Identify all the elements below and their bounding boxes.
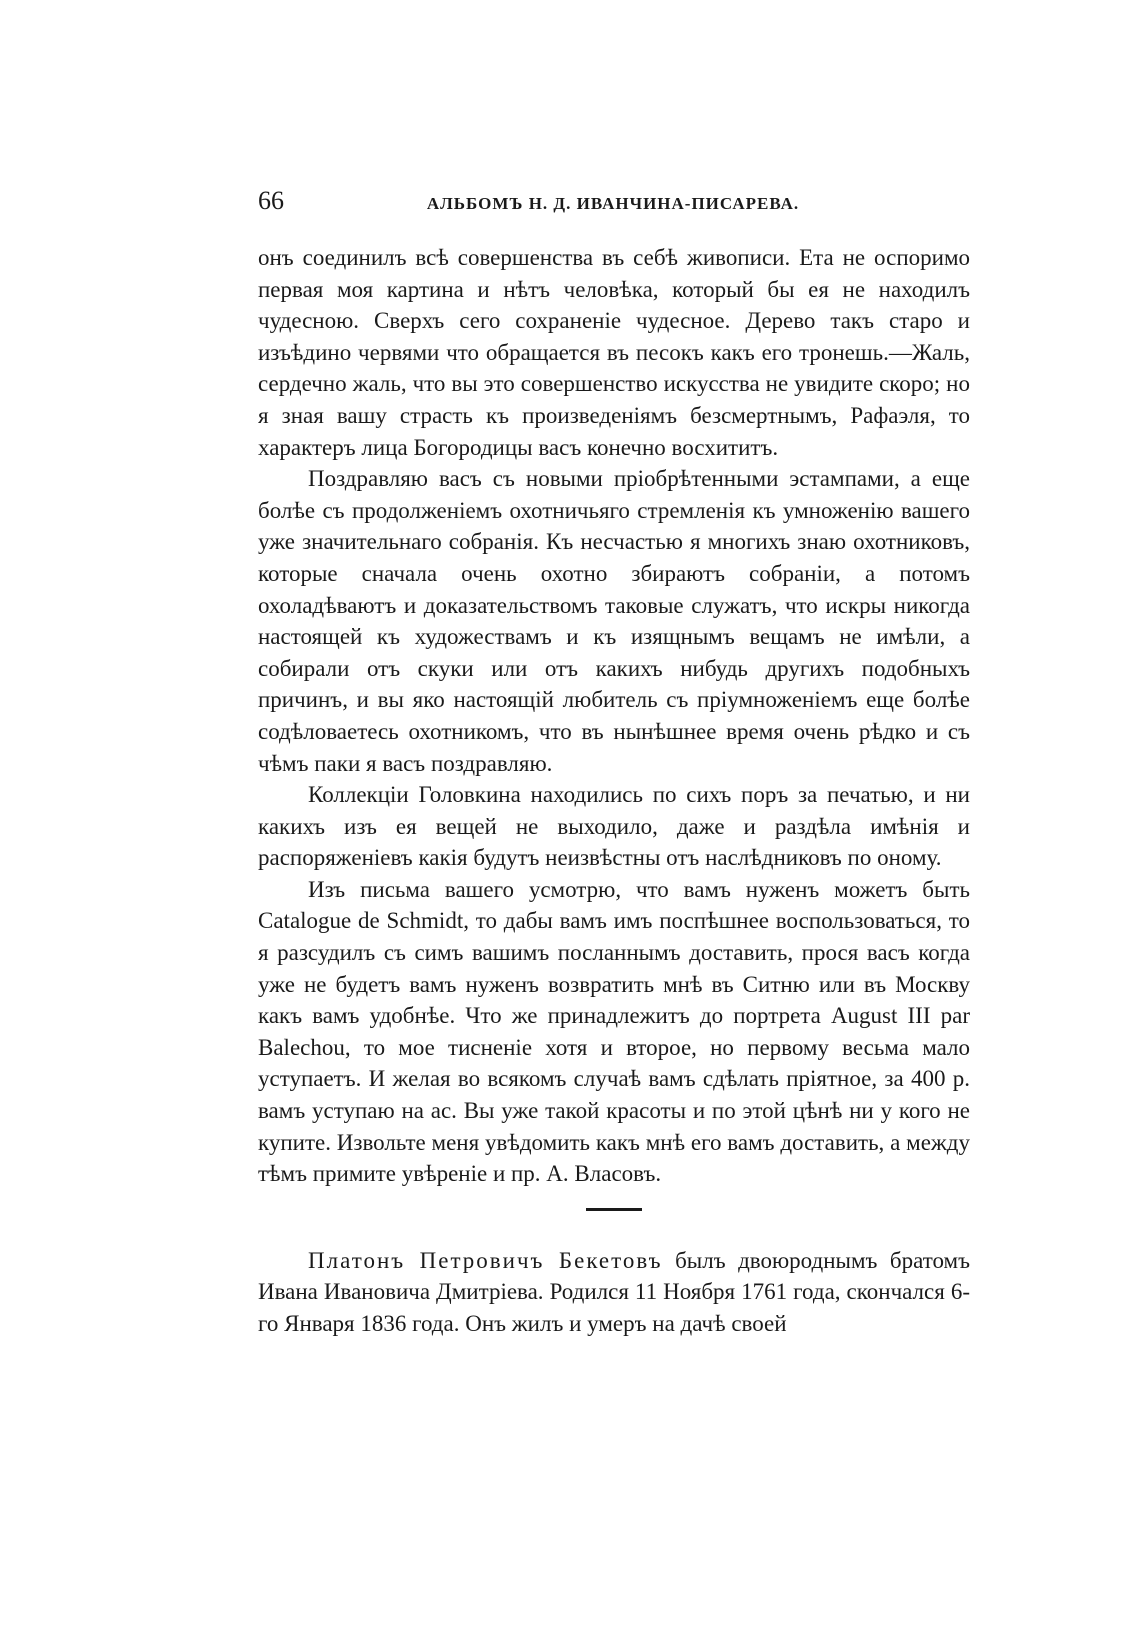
running-title: АЛЬБОМЪ Н. Д. ИВАНЧИНА-ПИСАРЕВА. <box>426 194 800 213</box>
page-number: 66 <box>258 186 284 215</box>
section-divider <box>586 1208 642 1211</box>
paragraph-biography <box>258 1245 970 1340</box>
person-name: Платонъ Петровичъ Бекетовъ <box>308 1247 663 1273</box>
paragraph: Изъ письма вашего усмотрю, что вамъ нуженъ можетъ быть Catalogue de Schmidt, то дабы вамъ имъ поспѣшнее воспользоваться, то я разсудилъ съ симъ вашимъ посланнымъ доставить, прося васъ когда уже не будетъ вамъ нуженъ возвратить мнѣ въ Ситню или въ Москву какъ вамъ удобнѣе. Что же принадлежитъ до портрета August III par Balechou, то мое тисненіе хотя и второе, но первому весьма мало уступаетъ. И желая во всякомъ случаѣ вамъ сдѣлать пріятное, за 400 р. вамъ уступаю на ас. Вы уже такой красоты и по этой цѣнѣ ни у кого не купите. Извольте меня увѣдомить какъ мнѣ его вамъ доставить, а между тѣмъ примите увѣреніе и пр. А. Власовъ. <box>258 876 970 1187</box>
paragraph-text: былъ двоюроднымъ братомъ Ивана Ивановича Дмитріева. Родился 11 Ноября 1761 года, скончался 6-го Января 1836 года. Онъ жилъ и умеръ на дачѣ своей <box>258 1247 970 1336</box>
page-header <box>258 186 968 220</box>
paragraph: Поздравляю васъ съ новыми пріобрѣтенными эстампами, а еще болѣе съ продолженіемъ охотничьяго стремленія къ умноженію вашего уже значительнаго собранія. Къ несчастью я многихъ знаю охотниковъ, которые сначала очень охотно збираютъ собраніи, а потомъ охоладѣваютъ и доказательствомъ таковые служатъ, что искры никогда настоящей къ художествамъ и къ изящнымъ вещамъ не имѣли, а собирали отъ скуки или отъ какихъ нибудь другихъ подобныхъ причинъ, и вы яко настоящій любитель съ пріумноженіемъ еще болѣе содѣловаетесь охотникомъ, что въ нынѣшнее время очень рѣдко и съ чѣмъ паки я васъ поздравляю. <box>258 466 970 776</box>
body-text <box>258 242 970 1340</box>
paragraph-continued: онъ соединилъ всѣ совершенства въ себѣ живописи. Ета не оспоримо первая моя картина и нѣтъ человѣка, который бы ея не находилъ чудесною. Сверхъ сего сохраненіе чудесное. Дерево такъ старо и изъѣдино червями что обращается въ песокъ какъ его тронешь.—Жаль, сердечно жаль, что вы это совершенство искусства не увидите скоро; но я зная вашу страсть къ произведеніямъ безсмертнымъ, Рафаэля, то характеръ лица Богородицы васъ конечно восхититъ. <box>258 245 970 460</box>
paragraph: Коллекціи Головкина находились по сихъ поръ за печатью, и ни какихъ изъ ея вещей не выходило, даже и раздѣла имѣнія и распоряженіевъ какія будутъ неизвѣстны отъ наслѣдниковъ по оному. <box>258 782 970 871</box>
